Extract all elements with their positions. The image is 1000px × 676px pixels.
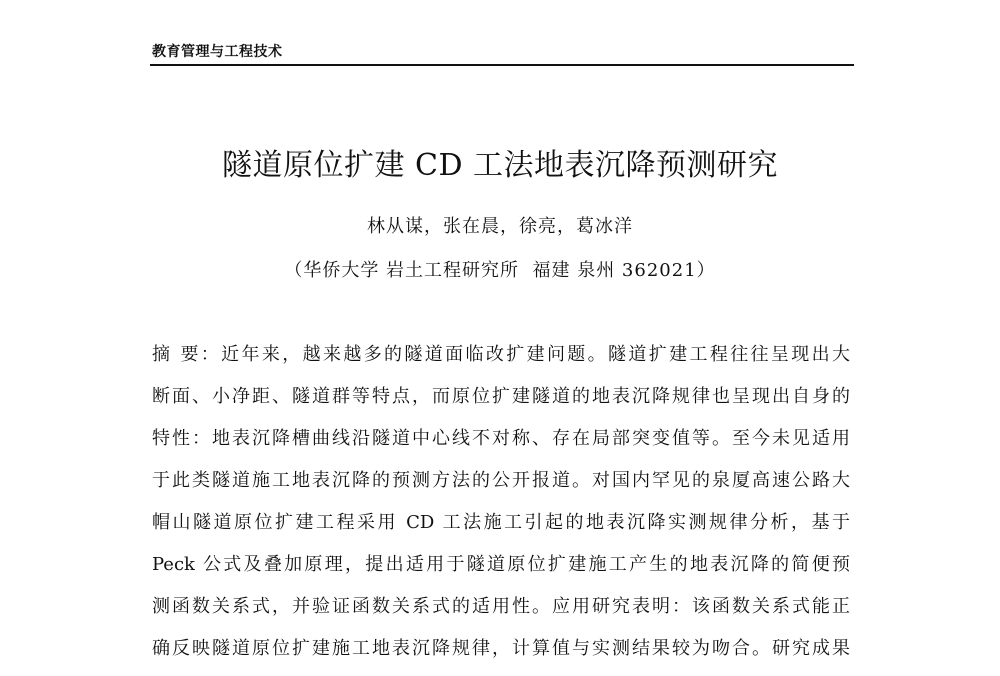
abstract-line: 确反映隧道原位扩建施工地表沉降规律，计算值与实测结果较为吻合。研究成果 [152, 638, 850, 659]
author-affiliation: （华侨大学 岩土工程研究所 福建 泉州 362021） [284, 260, 716, 281]
journal-running-head: 教育管理与工程技术 [152, 44, 283, 60]
abstract-line: 特性：地表沉降槽曲线沿隧道中心线不对称、存在局部突变值等。至今未见适用 [152, 428, 850, 449]
header-rule [150, 64, 854, 66]
abstract-line: Peck 公式及叠加原理，提出适用于隧道原位扩建施工产生的地表沉降的简便预 [152, 554, 850, 575]
author-list: 林从谋，张在晨，徐亮，葛冰洋 [367, 216, 633, 237]
abstract-line: 测函数关系式，并验证函数关系式的适用性。应用研究表明：该函数关系式能正 [152, 596, 850, 617]
abstract-line: 断面、小净距、隧道群等特点，而原位扩建隧道的地表沉降规律也呈现出自身的 [152, 386, 850, 407]
abstract-line: 摘 要：近年来，越来越多的隧道面临改扩建问题。隧道扩建工程往往呈现出大 [152, 344, 850, 365]
paper-title: 隧道原位扩建 CD 工法地表沉降预测研究 [221, 148, 779, 183]
abstract-line: 于此类隧道施工地表沉降的预测方法的公开报道。对国内罕见的泉厦高速公路大 [152, 470, 850, 491]
abstract-line: 帽山隧道原位扩建工程采用 CD 工法施工引起的地表沉降实测规律分析，基于 [152, 512, 850, 533]
